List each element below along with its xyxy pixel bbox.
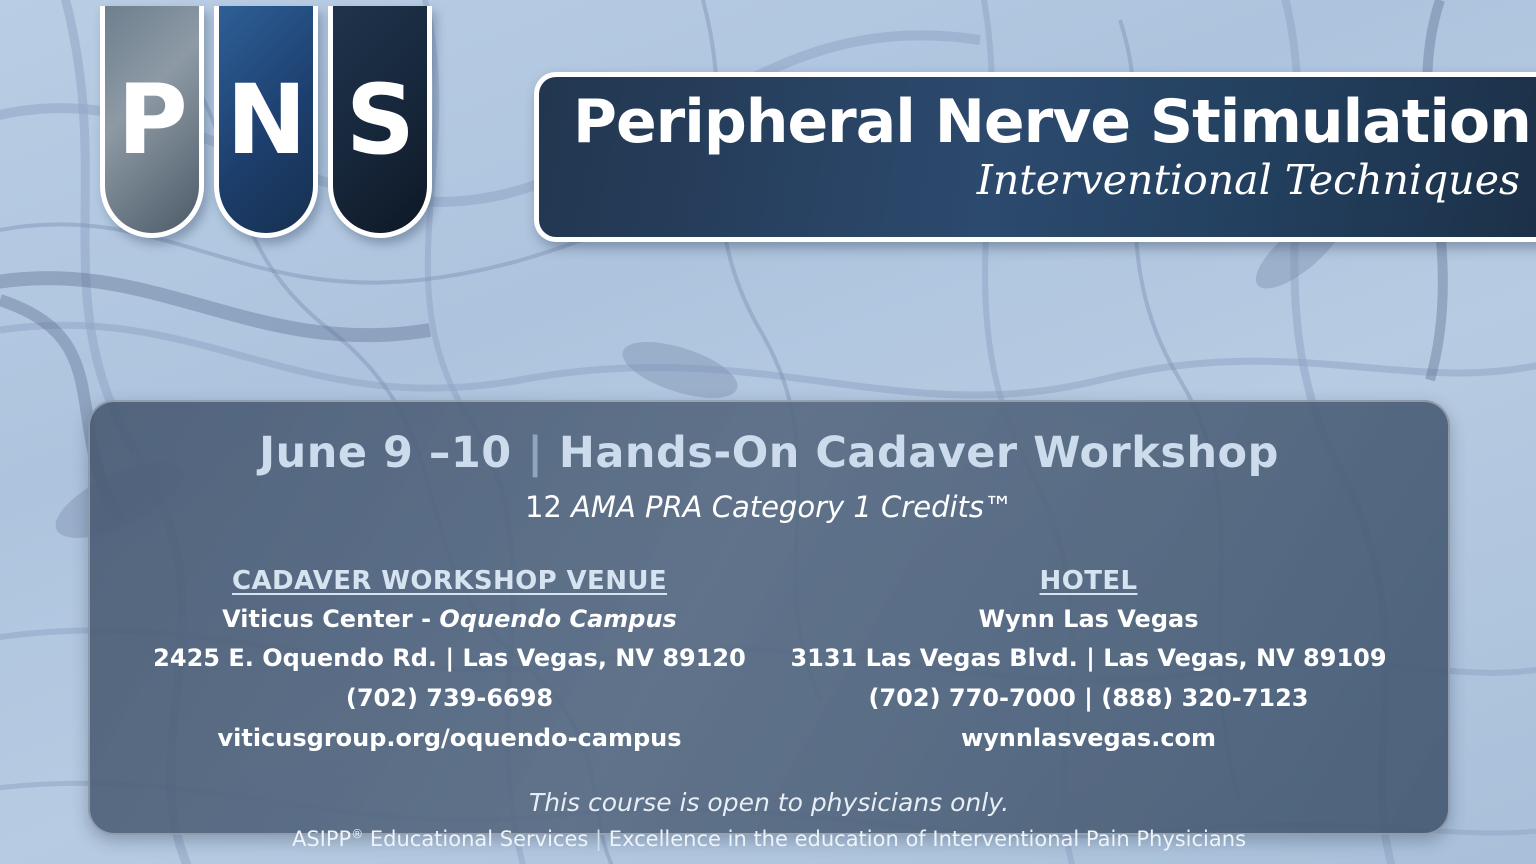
registered-mark: ® — [351, 827, 364, 842]
workshop-date: June 9 –10 — [259, 428, 512, 478]
credits-number: 12 — [524, 489, 562, 524]
course-subtitle: Interventional Techniques — [976, 156, 1520, 204]
venue-name-plain: Viticus Center - — [222, 604, 440, 633]
venue-column-workshop — [130, 566, 769, 755]
org-name: ASIPP — [291, 827, 352, 852]
credits-label: AMA PRA Category 1 Credits™ — [571, 489, 1014, 524]
hotel-website[interactable]: wynnlasvegas.com — [960, 723, 1217, 752]
workshop-name: Hands-On Cadaver Workshop — [558, 428, 1279, 478]
venue-name — [130, 604, 769, 636]
title-banner — [534, 72, 1536, 242]
org-services: Educational Services — [363, 827, 589, 852]
hotel-name-plain: Wynn Las Vegas — [978, 604, 1199, 633]
logo-letter-s: S — [345, 63, 415, 176]
headline-separator: | — [527, 428, 544, 478]
venue-name-italic: Oquendo Campus — [439, 604, 677, 633]
org-tagline: Excellence in the education of Interventional Pain Physicians — [608, 827, 1247, 852]
pns-logo — [100, 6, 442, 238]
venue-heading: CADAVER WORKSHOP VENUE — [231, 565, 668, 596]
logo-letter-n: N — [226, 63, 306, 176]
logo-pill-n — [214, 6, 318, 238]
details-panel — [88, 400, 1450, 852]
hotel-phone: (702) 770-7000 | (888) 320-7123 — [868, 683, 1309, 712]
venue-column-hotel — [769, 566, 1408, 755]
logo-pill-s — [328, 6, 432, 238]
venue-address: 2425 E. Oquendo Rd. | Las Vegas, NV 89120 — [153, 644, 746, 673]
venue-columns — [130, 566, 1408, 755]
logo-letter-p: P — [117, 63, 187, 176]
hotel-address: 3131 Las Vegas Blvd. | Las Vegas, NV 89109 — [790, 644, 1387, 673]
organization-footer — [130, 827, 1408, 851]
venue-website[interactable]: viticusgroup.org/oquendo-campus — [217, 723, 682, 752]
workshop-headline — [130, 428, 1408, 480]
venue-phone: (702) 739-6698 — [345, 683, 554, 712]
footer-divider: | — [595, 827, 603, 852]
cme-credits — [130, 490, 1408, 524]
hotel-heading: HOTEL — [1039, 565, 1138, 596]
eligibility-note: This course is open to physicians only. — [528, 788, 1010, 818]
hotel-name — [769, 604, 1408, 636]
course-title: Peripheral Nerve Stimulation — [573, 87, 1531, 157]
logo-pill-p — [100, 6, 204, 238]
